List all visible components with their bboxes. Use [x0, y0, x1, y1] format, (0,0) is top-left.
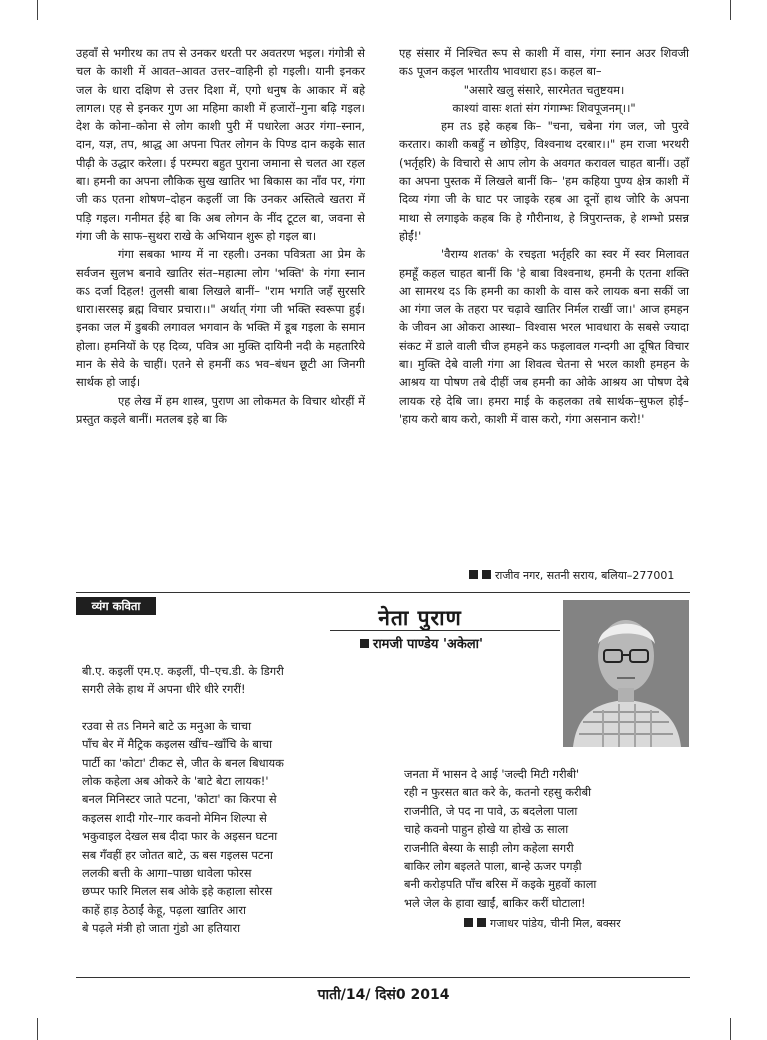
article-paragraph: उहवाँ से भगीरथ का तप से उनकर धरती पर अवतरण भइल। गंगोत्री से चल के काशी में आवत–आवत उत्तर–वाहिनी हो गइली। यानी इनकर जल के धारा दक्षिण से उत्तर दिशा में, एगो धनुष के आकार में बहे लागल। एह से इनकर गुण आ महिमा काशी में हजारों–गुना बढ़ि गइल। देश के कोना–कोना से लोग काशी पुरी में पधारेला अउर गंगा–स्नान, दान, यज्ञ, तप, श्राद्ध आ अपना पितर लोगन के पिण्ड दान कइके सात पीढ़ी के उद्धार करेला। ई परम्परा बहुत पुराना जमाना से चलत आ रहल बा। हमनी का अपना लौकिक सुख खातिर भा बिकास का नाँव पर, गंगा जी कऽ एतना शोषण–दोहन कइलीं जा कि उनकर अस्तित्वे खतरा में पड़ि गइल। गनीमत ईहे बा कि अब लोगन के नींद टूटल बा, जवना से गंगा जी के साफ–सुथरा राखे के अभियान शुरू हो गइल बा।	[76, 46, 365, 243]
poem-line: ललकी बत्ती के आगा–पाछा धावेला फोरस	[82, 866, 252, 881]
poem-line: काहें हाड़ ठेठाईं केहू, पढ़ला खातिर आरा	[82, 902, 246, 917]
poem-line: बनल मिनिस्टर जाते पटना, 'कोटा' का किरपा से	[82, 792, 277, 807]
poem-left-column	[82, 662, 284, 956]
poem-line: बे पढ़ले मंत्री हो जाता गुंडो आ हतियारा	[82, 921, 241, 936]
poem-stanza	[82, 662, 284, 699]
poem-line: राजनीति, जे पद ना पावे, ऊ बदलेला पाला	[404, 803, 578, 818]
crop-mark	[37, 0, 38, 20]
poem-line: रउवा से तऽ निमने बाटे ऊ मनुआ के चाचा	[82, 718, 252, 733]
poem-line: कइलस शादी गोर–गार कवनो मेमिन शिल्पा से	[82, 810, 267, 825]
square-bullet-icon	[482, 570, 491, 579]
square-bullet-icon	[469, 570, 478, 579]
poem-right-column	[404, 765, 596, 912]
article-paragraph: एह लेख में हम शास्त्र, पुराण आ लोकमत के विचार थोरहीं में प्रस्तुत कइले बानीं। मतलब इहे बा कि	[76, 393, 365, 426]
article-paragraph: गंगा सबका भाग्य में ना रहली। उनका पवित्रता आ प्रेम के सर्वजन सुलभ बनावे खातिर संत–महात्मा लोग 'भक्ति' के गंगा स्नान कऽ दर्जा दिहल! तुलसी बाबा लिखले बानीं– "राम भगति जहँ सुरसरि धारा।सरसइ ब्रह्म विचार प्रचारा।।" अर्थात् गंगा जी भक्ति स्वरूपा हुई। इनका जल में डुबकी लगावल भगवान के भक्ति में डूब गइला के समान होला। हमनियों के एह दिव्य, पवित्र आ मुक्ति दायिनी नदी के महतारिये मान के सेवे के चाहीं। एतने से हमनीं कऽ भव–बंधन छूटी आ जिनगी सार्थक हो जाई।	[76, 247, 365, 390]
portrait-illustration	[563, 600, 689, 747]
article-credit: राजीव नगर, सतनी सराय, बलिया–277001	[469, 568, 674, 584]
crop-mark	[730, 1018, 731, 1040]
poem-line: पार्टी का 'कोटा' टीकट से, जीत के बनल बिधायक	[82, 755, 284, 770]
poem-stanza	[82, 717, 284, 938]
article-left-column	[76, 44, 365, 428]
poem-line: जनता में भासन दे आई 'जल्दी मिटी गरीबी'	[404, 767, 580, 781]
square-bullet-icon	[464, 918, 473, 927]
article-paragraph: हम तऽ इहे कहब कि– "चना, चबेना गंग जल, जो पुरवे करतार। काशी कबहुँ न छोड़िए, विश्वनाथ दरबार।।" हम राजा भरथरी (भर्तृहरि) के विचारो से आप लोग के अवगत करावल चाहत बानीं। उहाँ का अपना पुस्तक में लिखले बानीं कि– 'हम कहिया पुण्य क्षेत्र काशी में दिव्य गंगा जी के घाट पर जाइके रहब आ दूनों हाथ जोरि के अपना माथा से लगाइके कहब कि हे गौरीनाथ, हे त्रिपुरान्तक, हे शम्भो प्रसन्न होईं!'	[399, 119, 689, 243]
page-footer: पाती/14/ दिसं0 2014	[317, 987, 450, 1003]
poem-line: चाहे कवनो पाहुन होखे या होखे ऊ साला	[404, 822, 569, 837]
poem-line: राजनीति बेस्या के साड़ी लोग कहेला सगरी	[404, 840, 574, 855]
article-right-column	[399, 44, 689, 428]
crop-mark	[730, 0, 731, 20]
section-tag: व्यंग कविता	[76, 597, 156, 615]
square-bullet-icon	[360, 639, 369, 648]
article-paragraph: 'वैराग्य शतक' के रचइता भर्तृहरि का स्वर में स्वर मिलावत हमहूँ कहल चाहत बानीं कि 'हे बाबा विश्वनाथ, हमनी के एतना शक्ति आ सामरथ दऽ कि हमनी का काशी के वास करे लायक बना सकीं जा आ गंगा जल के तहरा पर चढ़ावे खातिर निर्मल राखीं जा।' आज हमहन के जीवन आ ओकरा आस्था– विश्वास भरल भावधारा के सबसे ज्यादा संकट में डाले वाली चीज हमहने कऽ फइलावल गन्दगी आ दूषित विचार बा। मुक्ति देबे वाली गंगा आ शिवत्व चेतना से भरल काशी हमहन के आश्रय या पोषण तबे दीहीं जब हमनी का ओके आश्रय आ पोषण देबे लायक रहे देबि जा। हमरा माई के कहलका तबे सार्थक–सुफल होई– 'हाय करो बाय करो, काशी में वास करो, गंगा असनान करो!'	[399, 247, 689, 426]
sanskrit-quote-line: काश्यां वासः शतां संग गंगाम्भः शिवपूजनम्।।"	[452, 100, 636, 115]
square-bullet-icon	[477, 918, 486, 927]
title-underline	[330, 630, 560, 631]
crop-mark	[37, 1018, 38, 1040]
article-paragraph: एह संसार में निश्चित रूप से काशी में वास, गंगा स्नान अउर शिवजी कऽ पूजन कइल भारतीय भावधारा हऽ। कहल बा–	[399, 46, 689, 79]
poem-line: सब गँवहीं हर जोतत बाटे, ऊ बस गइलस पटना	[82, 847, 273, 862]
poem-line: पाँच बेर में मैट्रिक कइलस खींच–खाँचि के बाचा	[82, 737, 273, 752]
poem-line: सगरी लेके हाथ में अपना धीरे धीरे रगरीं!	[82, 682, 246, 697]
poem-line: भकुवाइल देखल सब दीदा फार के अइसन घटना	[82, 829, 278, 844]
poem-line: भले जेल के हावा खाईं, बाकिर करीं घोटाला!	[404, 895, 586, 910]
poem-line: बी.ए. कइलीं एम.ए. कइलीं, पी–एच.डी. के डिगरी	[82, 664, 284, 678]
poem-line: लोक कहेला अब ओकरे के 'बाटे बेटा लायक!'	[82, 774, 269, 789]
portrait-photo	[563, 600, 689, 747]
poet-name: रामजी पाण्डेय 'अकेला'	[360, 634, 483, 652]
footer-rule	[76, 977, 690, 978]
poem-line: बाकिर लोग बइलते पाला, बान्हे ऊजर पगड़ी	[404, 859, 582, 874]
poem-credit: गजाधर पांडेय, चीनी मिल, बक्सर	[464, 916, 621, 932]
sanskrit-quote-line: "असारे खलु संसारे, सारमेतत चतुष्टयम।	[463, 82, 625, 97]
section-divider	[76, 592, 690, 593]
poem-line: छप्पर फारि मिलल सब ओके इहे कहाला सोरस	[82, 884, 273, 899]
poem-line: बनी करोड़पति पाँच बरिस में कइके मुहवों काला	[404, 877, 597, 892]
poem-line: रही न फुरसत बात करे के, कतनो रहसु करीबी	[404, 785, 592, 800]
poem-title: नेता पुराण	[378, 606, 462, 630]
